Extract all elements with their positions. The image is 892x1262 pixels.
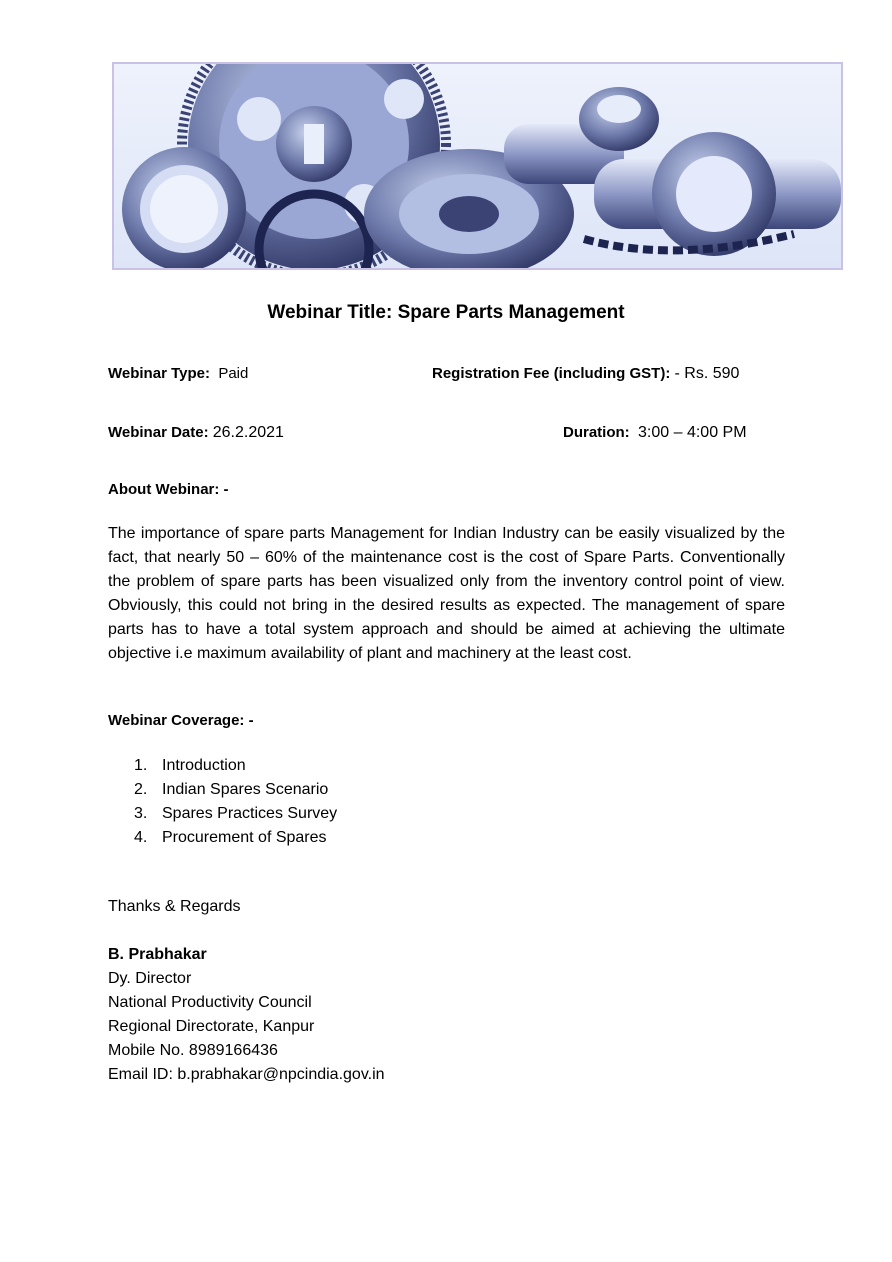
list-item-number: 2.: [134, 781, 148, 798]
list-item: [108, 826, 337, 850]
signatory-email[interactable]: Email ID: b.prabhakar@npcindia.gov.in: [108, 1066, 385, 1083]
list-item-text: Spares Practices Survey: [162, 805, 338, 822]
webinar-title: Webinar Title: Spare Parts Management: [267, 302, 625, 323]
signatory-designation: Dy. Director: [108, 970, 192, 987]
coverage-heading: Webinar Coverage: -: [108, 712, 254, 729]
webinar-date: [108, 424, 284, 442]
registration-fee-label: Registration Fee (including GST):: [432, 365, 671, 382]
list-item-text: Introduction: [162, 757, 246, 774]
duration-label: Duration:: [563, 424, 630, 441]
list-item-number: 1.: [134, 757, 148, 774]
duration-value: 3:00 – 4:00 PM: [638, 424, 747, 441]
webinar-type-value: Paid: [218, 365, 249, 382]
registration-fee: [432, 365, 739, 383]
gears-illustration: [114, 64, 841, 268]
signatory-name: B. Prabhakar: [108, 946, 207, 963]
list-item-number: 3.: [134, 805, 148, 822]
signatory-mobile: Mobile No. 8989166436: [108, 1042, 278, 1059]
closing-text: Thanks & Regards: [108, 898, 241, 915]
webinar-type: [108, 365, 248, 382]
list-item: [108, 778, 337, 802]
coverage-list: [108, 754, 337, 850]
about-heading: About Webinar: -: [108, 481, 229, 498]
signatory-organization: National Productivity Council: [108, 994, 312, 1011]
list-item-number: 4.: [134, 829, 148, 846]
about-paragraph: The importance of spare parts Management for Indian Industry can be easily visualized by the fact, that nearly 50 – 60% of the maintenance cost is the cost of Spare Parts. Conventionally the problem of spare parts has been visualized only from the inventory control point of view. Obviously, this could not bring in the desired results as expected. The management of spare parts has to have a total system approach and should be aimed at achieving the ultimate objective i.e maximum availability of plant and machinery at the least cost.: [108, 525, 785, 662]
webinar-date-value: 26.2.2021: [212, 424, 284, 441]
duration: [563, 424, 747, 442]
list-item-text: Procurement of Spares: [162, 829, 327, 846]
banner-image: [112, 62, 843, 270]
webinar-type-label: Webinar Type:: [108, 365, 210, 382]
list-item-text: Indian Spares Scenario: [162, 781, 329, 798]
list-item: [108, 802, 337, 826]
webinar-date-label: Webinar Date:: [108, 424, 209, 441]
list-item: [108, 754, 337, 778]
registration-fee-value: - Rs. 590: [674, 365, 740, 382]
signatory-office: Regional Directorate, Kanpur: [108, 1018, 315, 1035]
